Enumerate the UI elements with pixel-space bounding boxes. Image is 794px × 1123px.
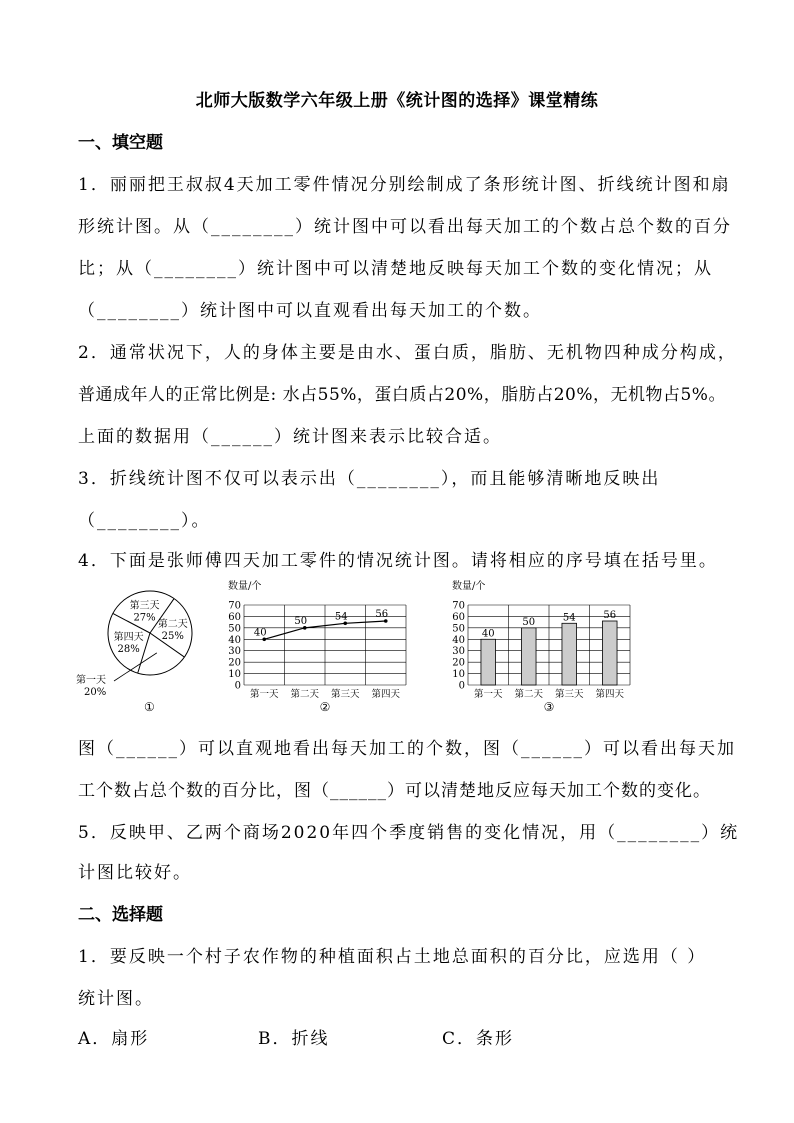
bar-xtick-2: 第三天 xyxy=(554,689,584,700)
c1-option-b[interactable]: B．折线 xyxy=(258,1029,330,1049)
bar-1 xyxy=(521,628,536,685)
page-title: 北师大版数学六年级上册《统计图的选择》课堂精练 xyxy=(195,91,599,111)
line-data-label-2: 54 xyxy=(334,611,348,623)
bar-xtick-3: 第四天 xyxy=(595,689,625,700)
line-ytick-0: 0 xyxy=(234,680,241,692)
line-ytick-3: 30 xyxy=(228,646,241,658)
bar-caption: ③ xyxy=(543,700,555,714)
bar-data-label-0: 40 xyxy=(481,628,495,640)
q4-line-1: 4．下面是张师傅四天加工零件的情况统计图。请将相应的序号填在括号里。 xyxy=(78,551,718,571)
q2-line-2: 普通成年人的正常比例是: 水占55%，蛋白质占20%，脂肪占20%，无机物占5%。 xyxy=(78,385,726,405)
q5-line-1: 5．反映甲、乙两个商场2020年四个季度销售的变化情况，用（________）统 xyxy=(78,823,740,843)
bar-ytick-7: 70 xyxy=(452,600,465,612)
line-ytick-1: 10 xyxy=(228,669,241,681)
q4-line-2: 图（______）可以直观地看出每天加工的个数，图（______）可以看出每天加 xyxy=(78,739,736,759)
q3-line-2: （________）。 xyxy=(78,511,211,531)
bar-data-label-1: 50 xyxy=(522,616,536,628)
bar-ytick-4: 40 xyxy=(452,634,465,646)
line-ytick-4: 40 xyxy=(228,634,241,646)
bar-3 xyxy=(602,621,617,685)
c1-line-1: 1．要反映一个村子农作物的种植面积占土地总面积的百分比，应选用（ ） xyxy=(78,947,707,967)
q4-line-3: 工个数占总个数的百分比，图（______）可以清楚地反应每天加工个数的变化。 xyxy=(78,781,711,801)
bar-ytick-1: 10 xyxy=(452,669,465,681)
pie-label-2: 第二天 xyxy=(157,618,188,630)
section-choice-heading: 二、选择题 xyxy=(78,905,163,925)
line-chart xyxy=(222,575,412,715)
c1-line-2: 统计图。 xyxy=(78,989,154,1009)
line-xtick-2: 第三天 xyxy=(330,689,360,700)
pie-value-1: 20% xyxy=(84,687,107,698)
line-xtick-1: 第二天 xyxy=(290,689,320,700)
bar-chart xyxy=(446,575,636,715)
bar-xtick-0: 第一天 xyxy=(473,689,503,700)
q1-line-2: 形统计图。从（________）统计图中可以看出每天加工的个数占总个数的百分 xyxy=(78,217,732,237)
q2-line-1: 2．通常状况下，人的身体主要是由水、蛋白质，脂肪、无机物四种成分构成， xyxy=(78,343,737,363)
bar-data-label-3: 56 xyxy=(603,610,617,621)
pie-label-4: 第四天 xyxy=(113,631,144,643)
line-ytick-2: 20 xyxy=(228,657,241,669)
q3-line-1: 3．折线统计图不仅可以表示出（________），而且能够清晰地反映出 xyxy=(78,469,661,489)
bar-2 xyxy=(562,623,577,685)
line-data-label-1: 50 xyxy=(294,615,308,627)
c1-option-c[interactable]: C．条形 xyxy=(442,1029,515,1049)
bar-ytick-5: 50 xyxy=(452,623,465,635)
line-ytick-5: 50 xyxy=(228,623,241,635)
line-caption: ② xyxy=(319,700,331,714)
pie-label-3: 第三天 xyxy=(129,600,160,612)
section-fill-in-heading: 一、填空题 xyxy=(78,133,163,153)
q5-line-2: 计图比较好。 xyxy=(78,863,192,883)
line-ytick-7: 70 xyxy=(228,600,241,612)
q2-line-3: 上面的数据用（______）统计图来表示比较合适。 xyxy=(78,427,502,447)
pie-chart xyxy=(70,585,210,715)
bar-data-label-2: 54 xyxy=(562,612,576,624)
line-xtick-0: 第一天 xyxy=(249,689,279,700)
q1-line-4: （________）统计图中可以直观看出每天加工的个数。 xyxy=(78,301,542,321)
bar-ytick-6: 60 xyxy=(452,611,465,623)
c1-option-a[interactable]: A．扇形 xyxy=(78,1029,150,1049)
bar-ytick-3: 30 xyxy=(452,646,465,658)
bar-ytick-0: 0 xyxy=(458,680,465,692)
bar-0 xyxy=(481,639,496,685)
pie-caption: ① xyxy=(144,700,155,714)
line-data-label-3: 56 xyxy=(375,609,389,620)
line-ylabel: 数量/个 xyxy=(228,581,262,592)
bar-ylabel: 数量/个 xyxy=(452,581,486,592)
pie-label-1: 第一天 xyxy=(76,675,106,686)
line-xtick-3: 第四天 xyxy=(371,689,401,700)
pie-value-4: 28% xyxy=(117,643,140,655)
line-ytick-6: 60 xyxy=(228,611,241,623)
bar-xtick-1: 第二天 xyxy=(514,689,544,700)
line-data-label-0: 40 xyxy=(253,627,267,639)
q1-line-3: 比；从（________）统计图中可以清楚地反映每天加工个数的变化情况；从 xyxy=(78,259,713,279)
bar-ytick-2: 20 xyxy=(452,657,465,669)
q1-line-1: 1．丽丽把王叔叔4天加工零件情况分别绘制成了条形统计图、折线统计图和扇 xyxy=(78,175,731,195)
pie-value-2: 25% xyxy=(161,630,184,642)
pie-value-3: 27% xyxy=(133,612,156,624)
